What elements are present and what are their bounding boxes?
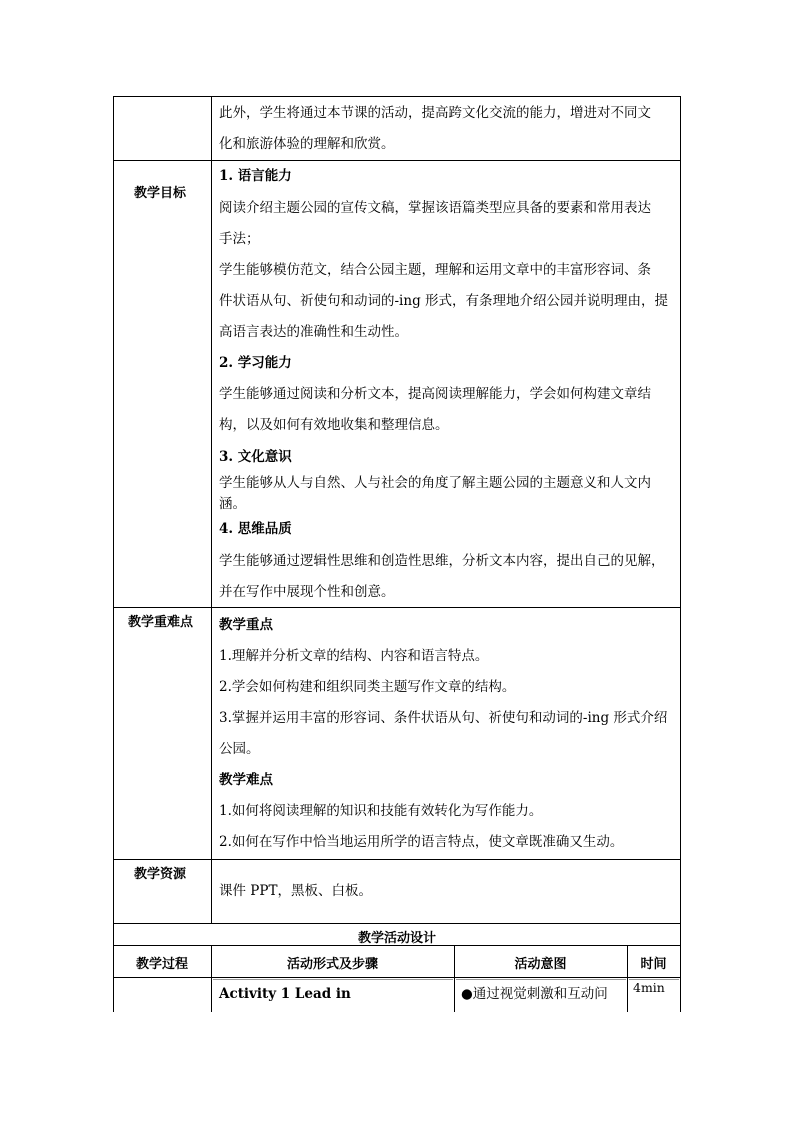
- objective-thinking-line-2: 并在写作中展现个性和创意。: [219, 584, 395, 600]
- header-process: 教学过程: [135, 957, 188, 972]
- objective-language-line-5: 高语言表达的准确性和生动性。: [219, 324, 408, 340]
- table-right-border: [680, 96, 681, 1012]
- objective-heading-language: 1. 语言能力: [219, 168, 292, 184]
- row-line-activity-title: [113, 923, 681, 924]
- activity-1-time: 4min: [633, 980, 665, 995]
- objective-learning-line-2: 构，以及如何有效地收集和整理信息。: [219, 417, 449, 433]
- objectives-label: 教学目标: [134, 186, 187, 201]
- focus-line-2: 2.学会如何构建和组织同类主题写作文章的结构。: [219, 679, 516, 695]
- header-time: 时间: [640, 957, 667, 972]
- difficulty-line-1: 1.如何将阅读理解的知识和技能有效转化为写作能力。: [219, 803, 543, 819]
- header-intent: 活动意图: [514, 957, 567, 972]
- objective-language-line-1: 阅读介绍主题公园的宣传文稿，掌握该语篇类型应具备的要素和常用表达: [219, 200, 651, 216]
- row-line-resources: [113, 859, 681, 860]
- difficulty-heading: 教学难点: [219, 772, 273, 788]
- objective-heading-culture: 3. 文化意识: [219, 449, 292, 465]
- row-line-top: [113, 96, 681, 97]
- keypoints-label: 教学重难点: [128, 615, 194, 630]
- header-activity-steps: 活动形式及步骤: [286, 957, 378, 972]
- objective-language-line-2: 手法；: [219, 231, 260, 247]
- objective-heading-thinking: 4. 思维品质: [219, 521, 292, 537]
- focus-line-3: 3.掌握并运用丰富的形容词、条件状语从句、祈使句和动词的-ing 形式介绍: [219, 710, 668, 726]
- table-left-border: [113, 96, 114, 1012]
- objective-heading-learning: 2. 学习能力: [219, 355, 292, 371]
- label-column-divider: [211, 96, 212, 923]
- objective-learning-line-1: 学生能够通过阅读和分析文本，提高阅读理解能力，学会如何构建文章结: [219, 386, 651, 402]
- activity-1-intent: ●通过视觉刺激和互动问: [461, 986, 608, 1002]
- row-line-objectives: [113, 160, 681, 161]
- intro-line-1: 此外，学生将通过本节课的活动，提高跨文化交流的能力，增进对不同文: [219, 105, 651, 121]
- resources-label: 教学资源: [134, 867, 187, 882]
- objective-thinking-line-1: 学生能够通过逻辑性思维和创造性思维，分析文本内容，提出自己的见解，: [219, 553, 665, 569]
- objective-culture-line-2: 涵。: [219, 496, 246, 512]
- objective-language-line-4: 件状语从句、祈使句和动词的-ing 形式，有条理地介绍公园并说明理由，提: [219, 293, 669, 309]
- row-line-keypoints: [113, 607, 681, 608]
- row-line-first-activity: [113, 977, 681, 978]
- objective-language-line-3: 学生能够模仿范文，结合公园主题，理解和运用文章中的丰富形容词、条: [219, 262, 651, 278]
- resources-content: 课件 PPT，黑板、白板。: [219, 883, 372, 899]
- difficulty-line-2: 2.如何在写作中恰当地运用所学的语言特点，使文章既准确又生动。: [219, 834, 624, 850]
- intro-line-2: 化和旅游体验的理解和欣赏。: [219, 136, 395, 152]
- activity-1-title: Activity 1 Lead in: [219, 986, 351, 1002]
- focus-heading: 教学重点: [219, 617, 273, 633]
- objective-culture-line-1: 学生能够从人与自然、人与社会的角度了解主题公园的主题意义和人文内: [219, 475, 651, 491]
- focus-line-4: 公园。: [219, 741, 260, 757]
- focus-line-1: 1.理解并分析文章的结构、内容和语言特点。: [219, 648, 489, 664]
- activity-design-title: 教学活动设计: [357, 931, 436, 946]
